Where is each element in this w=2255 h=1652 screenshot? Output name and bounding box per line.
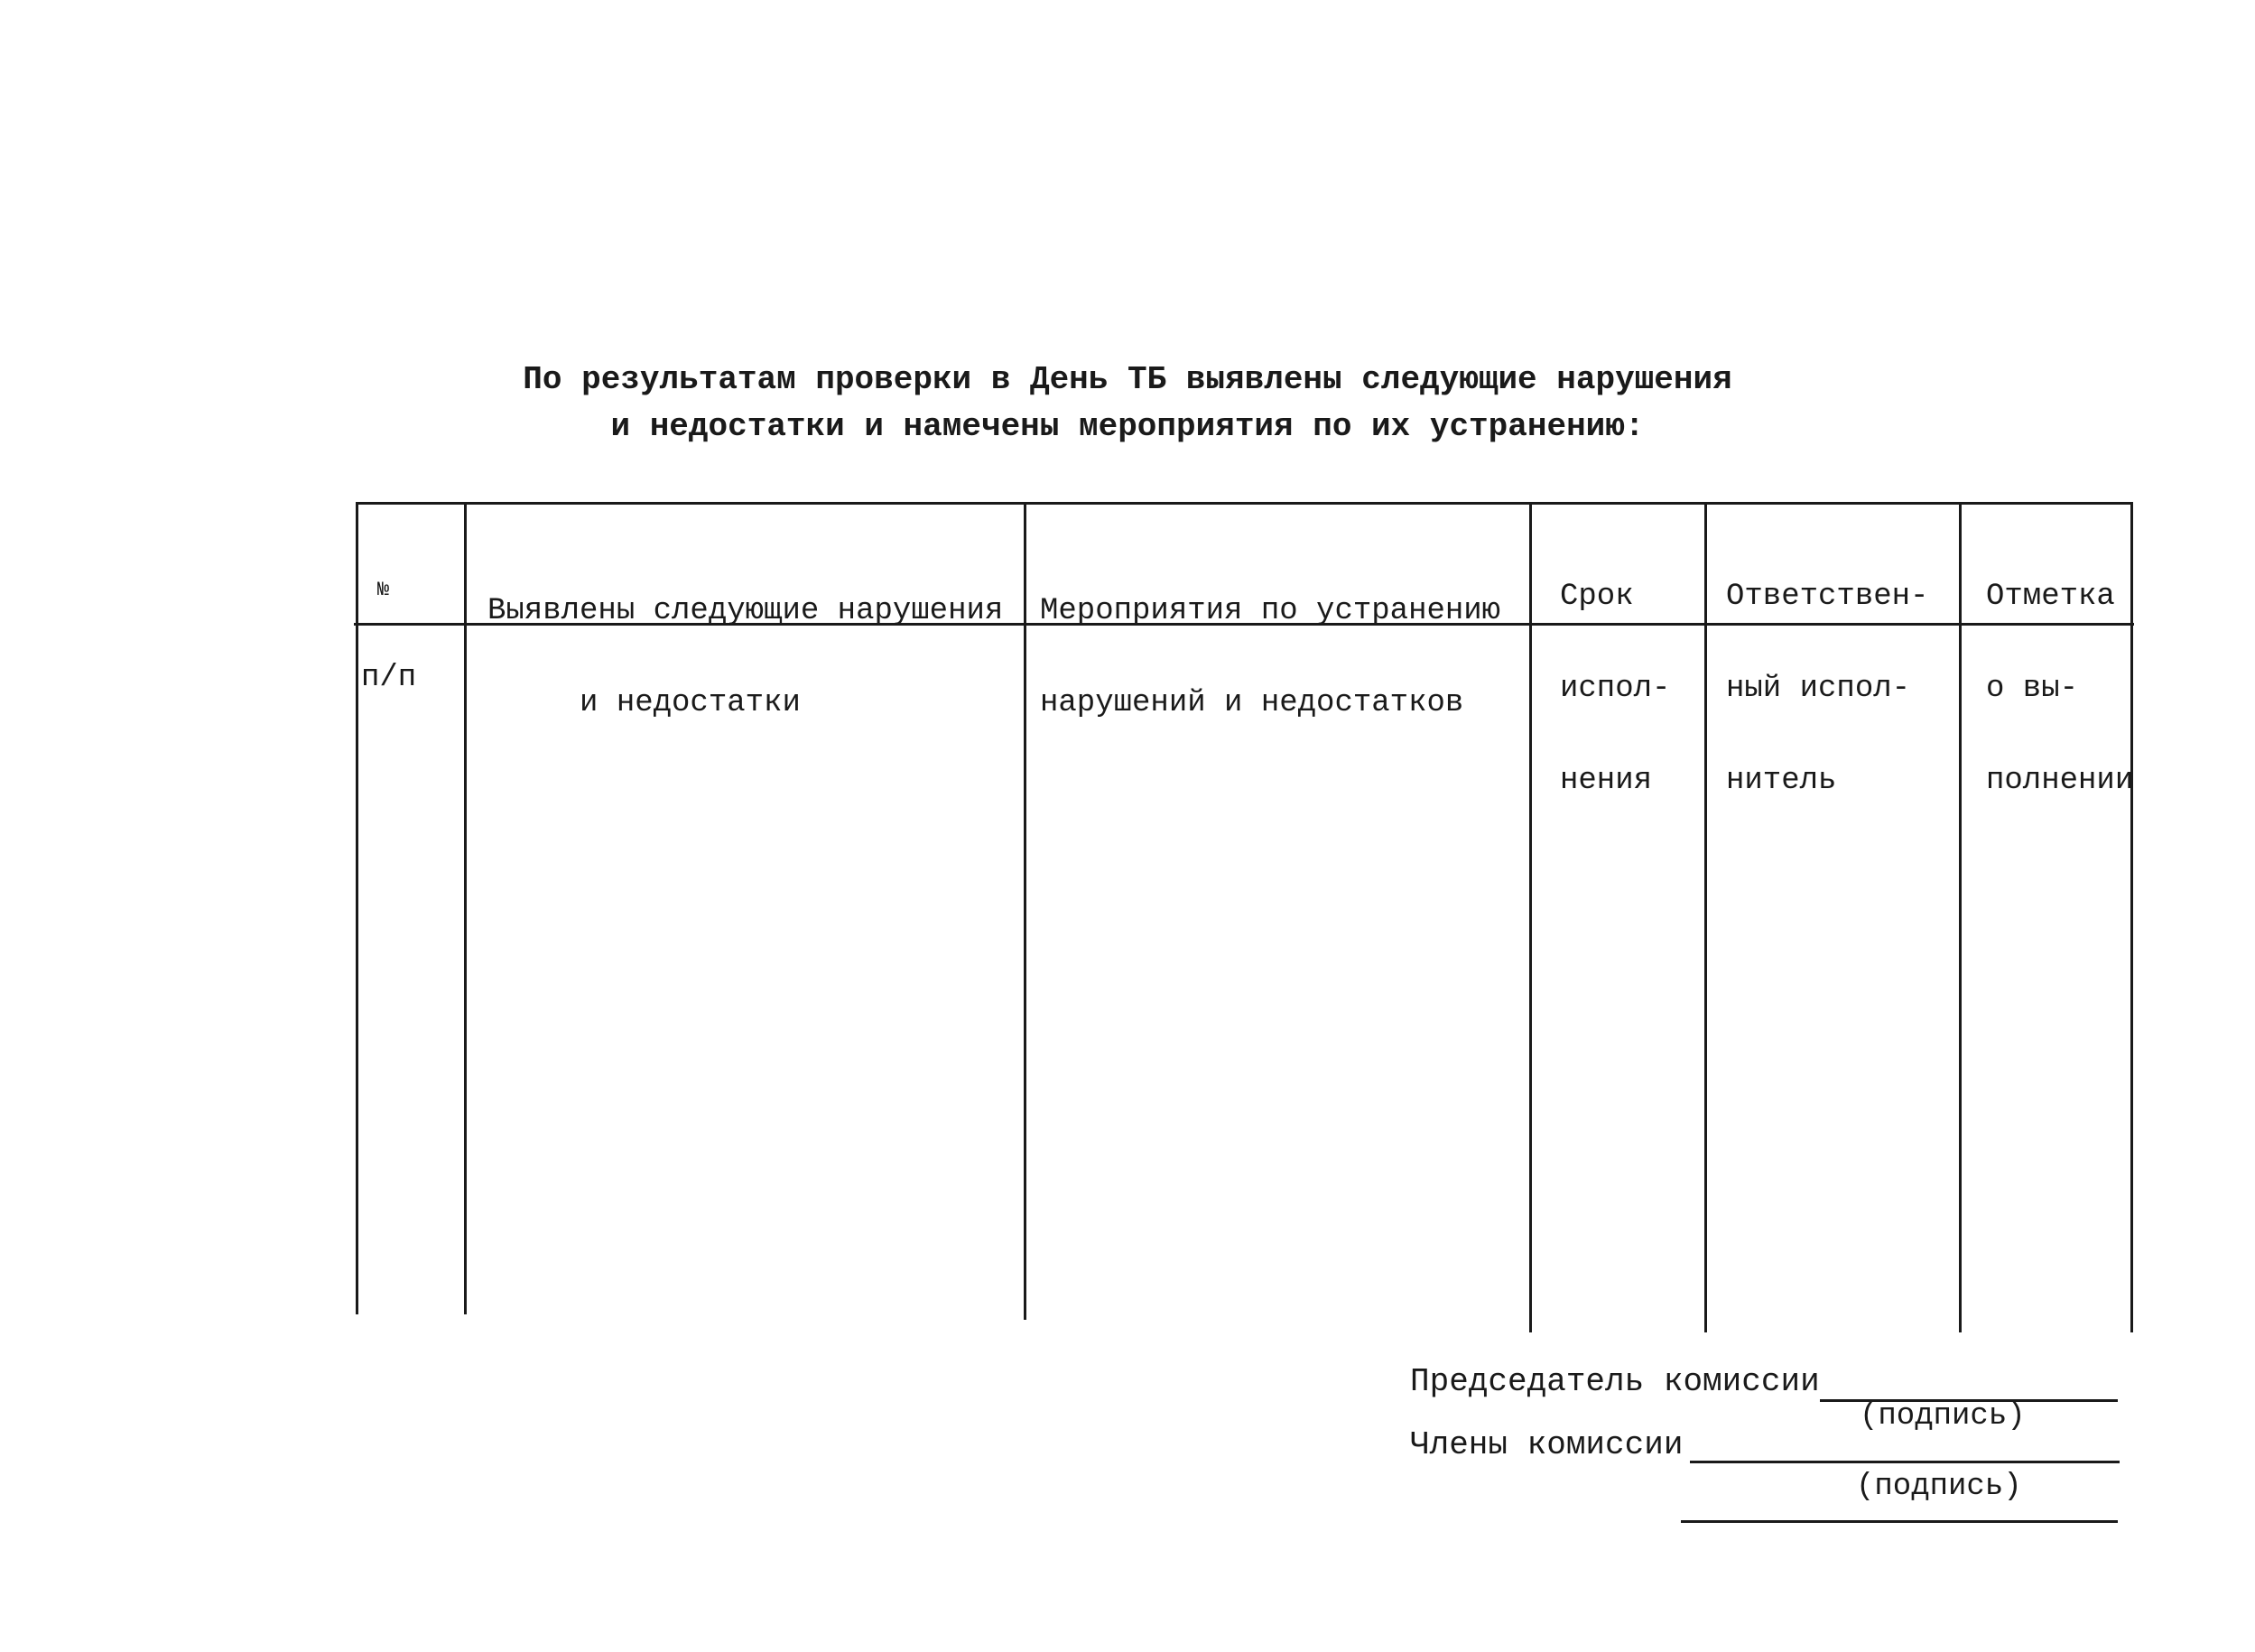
header-measures bbox=[1040, 534, 1500, 780]
members-signature-caption: (подпись) bbox=[1856, 1470, 2022, 1504]
table-divider-4 bbox=[1704, 502, 1707, 1332]
table-divider-5 bbox=[1959, 502, 1962, 1332]
header-responsible-line: ный испол- bbox=[1726, 672, 1911, 706]
header-measures-line: нарушений и недостатков bbox=[1040, 686, 1464, 720]
violations-table bbox=[350, 502, 2136, 1332]
table-divider-3 bbox=[1529, 502, 1532, 1332]
header-deadline-line: нения bbox=[1560, 764, 1653, 798]
header-number-line: п/п bbox=[361, 661, 417, 695]
heading-line-1: По результатам проверки в День ТБ выявлены следующие нарушения bbox=[523, 361, 1732, 398]
header-completion-line: о вы- bbox=[1986, 672, 2079, 706]
members-signature-line bbox=[1690, 1461, 2120, 1463]
chairman-label: Председатель комиссии bbox=[1410, 1363, 1820, 1400]
header-responsible-line: Ответствен- bbox=[1726, 580, 1929, 614]
header-violations bbox=[487, 534, 1003, 780]
header-responsible bbox=[1726, 520, 1928, 858]
header-measures-line: Мероприятия по устранению bbox=[1040, 594, 1501, 628]
table-top-border bbox=[356, 502, 2132, 505]
header-deadline bbox=[1560, 520, 1670, 858]
members-label: Члены комиссии bbox=[1410, 1426, 1684, 1463]
header-completion-line: Отметка bbox=[1986, 580, 2115, 614]
header-deadline-line: Срок bbox=[1560, 580, 1634, 614]
table-divider-2 bbox=[1024, 502, 1026, 1320]
header-violations-line: и недостатки bbox=[487, 686, 801, 720]
header-number-line: № bbox=[377, 579, 390, 601]
chairman-signature-caption: (подпись) bbox=[1860, 1399, 2026, 1434]
heading-line-2: и недостатки и намечены мероприятия по их устранению: bbox=[610, 408, 1645, 445]
header-violations-line: Выявлены следующие нарушения bbox=[487, 594, 1004, 628]
header-number bbox=[361, 518, 471, 755]
header-responsible-line: нитель bbox=[1726, 764, 1837, 798]
members-signature-line-2 bbox=[1681, 1520, 2118, 1523]
header-completion bbox=[1986, 520, 2133, 858]
table-left-border bbox=[356, 502, 358, 1314]
header-completion-line: полнении bbox=[1986, 764, 2134, 798]
header-deadline-line: испол- bbox=[1560, 672, 1671, 706]
